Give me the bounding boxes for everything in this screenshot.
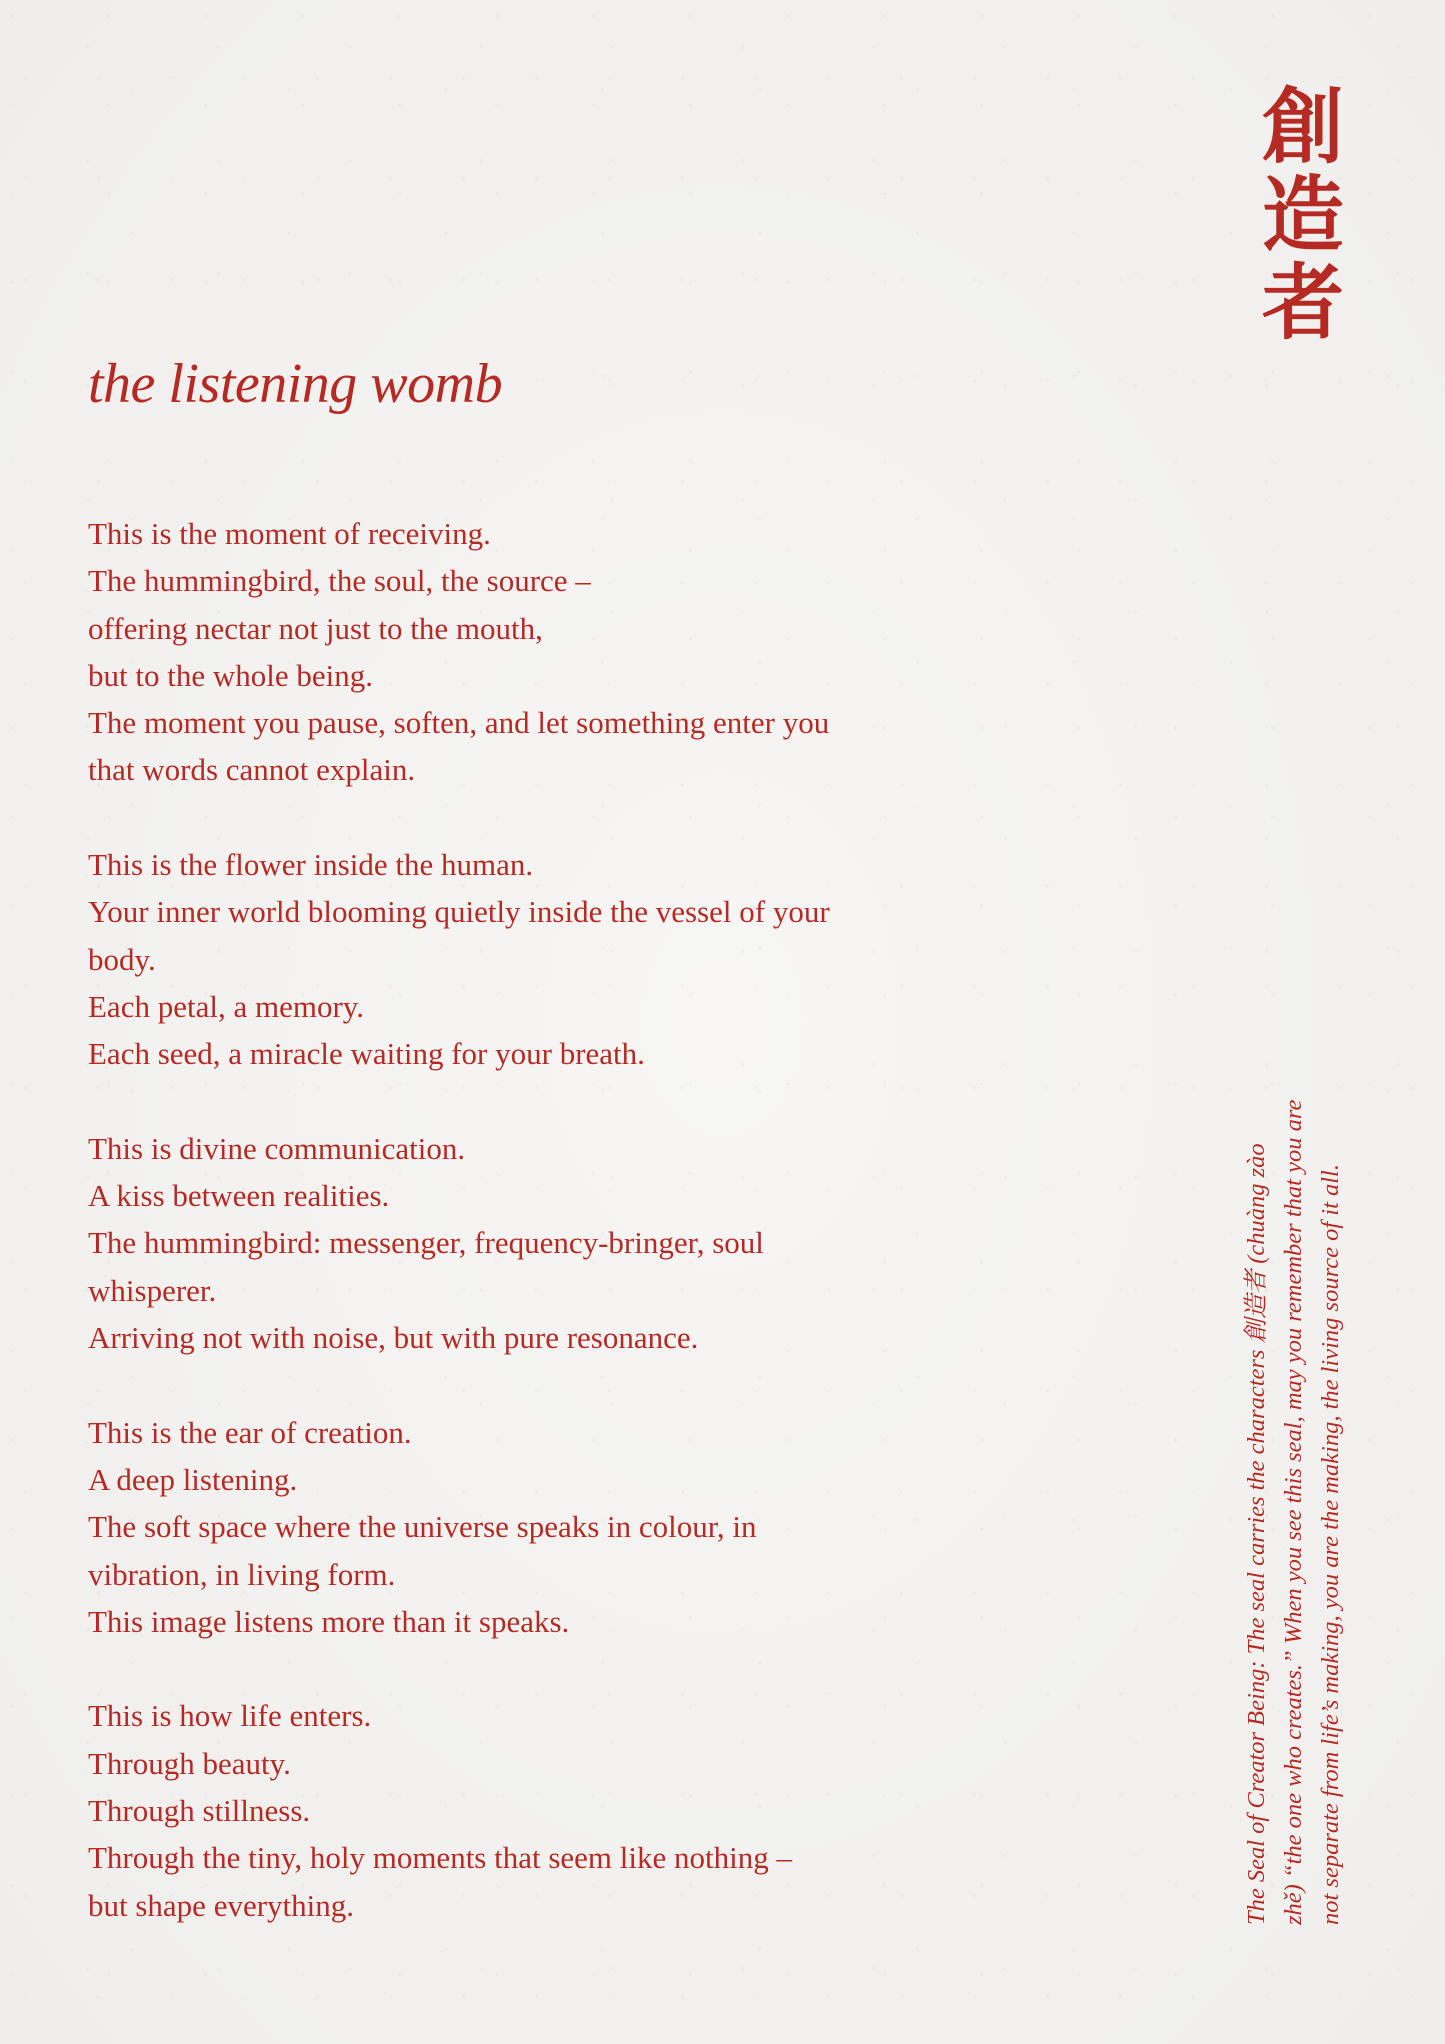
poem-line: This is divine communication.: [88, 1130, 466, 1166]
seal-character: 造: [1261, 168, 1344, 263]
poem-body: [88, 510, 1108, 1929]
seal-description-line: zhě) “the one who creates.” When you see this seal, may you remember that you are: [1280, 1099, 1307, 1925]
poem-line: offering nectar not just to the mouth,: [88, 610, 543, 646]
poem-stanza: [88, 841, 1108, 1077]
creator-seal: [1248, 80, 1358, 351]
poem-line: The soft space where the universe speaks in colour, in: [88, 1509, 757, 1545]
poem-line: This is the ear of creation.: [88, 1414, 412, 1450]
seal-character: 者: [1261, 256, 1344, 351]
seal-description-line: not separate from life’s making, you are the making, the living source of it all.: [1317, 1164, 1344, 1925]
poem-line: Through stillness.: [88, 1793, 311, 1829]
poem-line: This is the flower inside the human.: [88, 847, 534, 883]
poem-line: vibration, in living form.: [88, 1556, 396, 1592]
poem-line: but to the whole being.: [88, 657, 373, 693]
poem-line: Through beauty.: [88, 1745, 291, 1781]
poem-line: that words cannot explain.: [88, 752, 416, 788]
poem-line: whisperer.: [88, 1272, 217, 1308]
poem-stanza: [88, 1125, 1108, 1361]
seal-character: 創: [1261, 80, 1344, 175]
poem-line: body.: [88, 941, 156, 977]
seal-description-line: The Seal of Creator Being: The seal carries the characters 創造者 (chuàng zào: [1243, 1143, 1270, 1925]
seal-description-vertical: [1238, 885, 1349, 1925]
poem-line: Each petal, a memory.: [88, 988, 365, 1024]
poem-stanza: [88, 510, 1108, 794]
poem-line: A kiss between realities.: [88, 1178, 390, 1214]
poem-line: The hummingbird: messenger, frequency-bringer, soul: [88, 1225, 764, 1261]
poem-line: but shape everything.: [88, 1887, 355, 1923]
poem-line: Your inner world blooming quietly inside the vessel of your: [88, 894, 830, 930]
poem-title: the listening womb: [88, 353, 503, 415]
poem-line: Each seed, a miracle waiting for your breath.: [88, 1036, 645, 1072]
poem-line: A deep listening.: [88, 1461, 298, 1497]
poem-line: The hummingbird, the soul, the source –: [88, 563, 591, 599]
poem-line: The moment you pause, soften, and let something enter you: [88, 705, 830, 741]
poem-stanza: [88, 1692, 1108, 1928]
poem-line: This is the moment of receiving.: [88, 516, 491, 551]
poem-line: Through the tiny, holy moments that seem like nothing –: [88, 1840, 793, 1876]
poem-stanza: [88, 1409, 1108, 1645]
poem-line: This is how life enters.: [88, 1698, 372, 1734]
poem-line: This image listens more than it speaks.: [88, 1603, 570, 1639]
poem-line: Arriving not with noise, but with pure resonance.: [88, 1320, 699, 1356]
